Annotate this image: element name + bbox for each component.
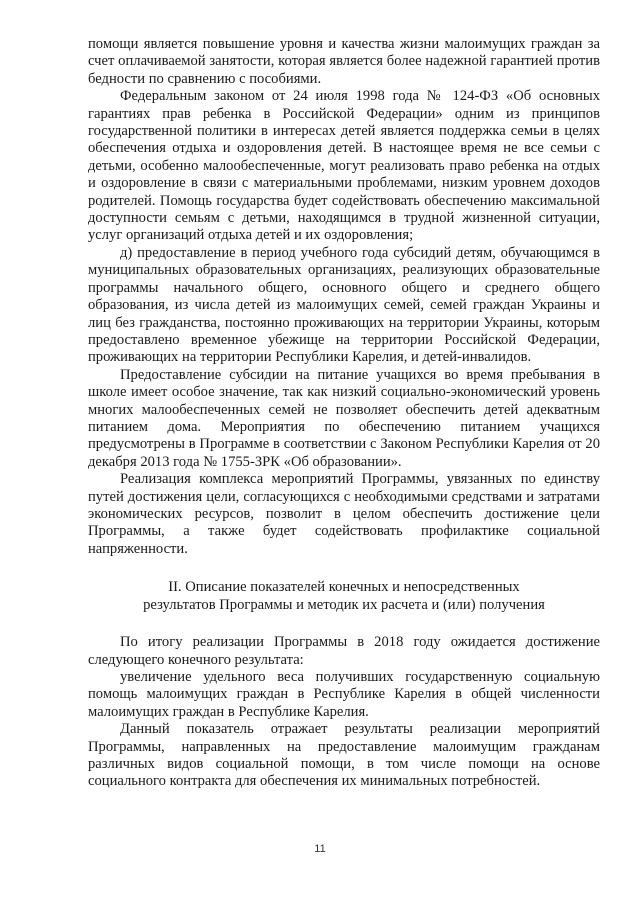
paragraph-continuation: помощи является повышение уровня и качества жизни малоимущих граждан за счет оплачиваемой занятости, которая является более надежной гарантией против бедности по сравнению с пособиями. — [88, 36, 600, 87]
paragraph-indicator-definition: увеличение удельного веса получивших государственную социальную помощь малоимущих граждан в Республике Карелия в общей численности малоимущих граждан в Республике Карелия. — [88, 669, 600, 720]
paragraph-federal-law: Федеральным законом от 24 июля 1998 года № 124-ФЗ «Об основных гарантиях прав ребенка в Российской Федерации» одним из принципов государственной политики в интересах детей является поддержка семьи в целях обеспечения отдыха и оздоровления детей. В настоящее время не все семьи с детьми, особенно малообеспеченные, могут реализовать право ребенка на отдых и оздоровление в связи с материальными проблемами, низким уровнем доходов родителей. Помощь государства будет содействовать обеспечению максимальной доступности семьям с детьми, находящимся в трудной жизненной ситуации, услуг организаций отдыха детей и их оздоровления; — [88, 88, 600, 244]
paragraph-nutrition-subsidy: Предоставление субсидии на питание учащихся во время пребывания в школе имеет особое значение, так как низкий социально-экономический уровень многих малообеспеченных семей не позволяет обеспечить детей адекватным питанием дома. Мероприятия по обеспечению питанием учащихся предусмотрены в Программе в соответствии с Законом Республики Карелия от 20 декабря 2013 года № 1755-ЗРК «Об образовании». — [88, 366, 600, 470]
section-heading-line2: результатов Программы и методик их расчета и (или) получения — [143, 597, 545, 614]
paragraph-subsidies-item-d: д) предоставление в период учебного года субсидий детям, обучающимся в муниципальных образовательных организациях, реализующих образовательные программы начального общего, основного общего и среднего общего образования, из числа детей из малоимущих семей, семей граждан Украины и лиц без гражданства, постоянно проживающих на территории Украины, которым предоставлено временное убежище на территории Российской Федерации, проживающих на территории Республики Карелия, и детей-инвалидов. — [88, 244, 600, 366]
paragraph-expected-result: По итогу реализации Программы в 2018 году ожидается достижение следующего конечного результата: — [88, 634, 600, 668]
page-number: 11 — [314, 843, 326, 855]
section-heading — [88, 578, 600, 614]
paragraph-indicator-description: Данный показатель отражает результаты реализации мероприятий Программы, направленных на предоставление малоимущим гражданам различных видов социальной помощи, в том числе помощи на основе социального контракта для обеспечения их минимальных потребностей. — [88, 721, 600, 790]
section-heading-line1: II. Описание показателей конечных и непосредственных — [168, 579, 520, 596]
document-page — [88, 36, 600, 791]
paragraph-program-implementation: Реализация комплекса мероприятий Программы, увязанных по единству путей достижения цели, согласующихся с необходимыми средствами и затратами экономических ресурсов, позволит в целом обеспечить достижение цели Программы, а также будет содействовать профилактике социальной напряженности. — [88, 471, 600, 557]
